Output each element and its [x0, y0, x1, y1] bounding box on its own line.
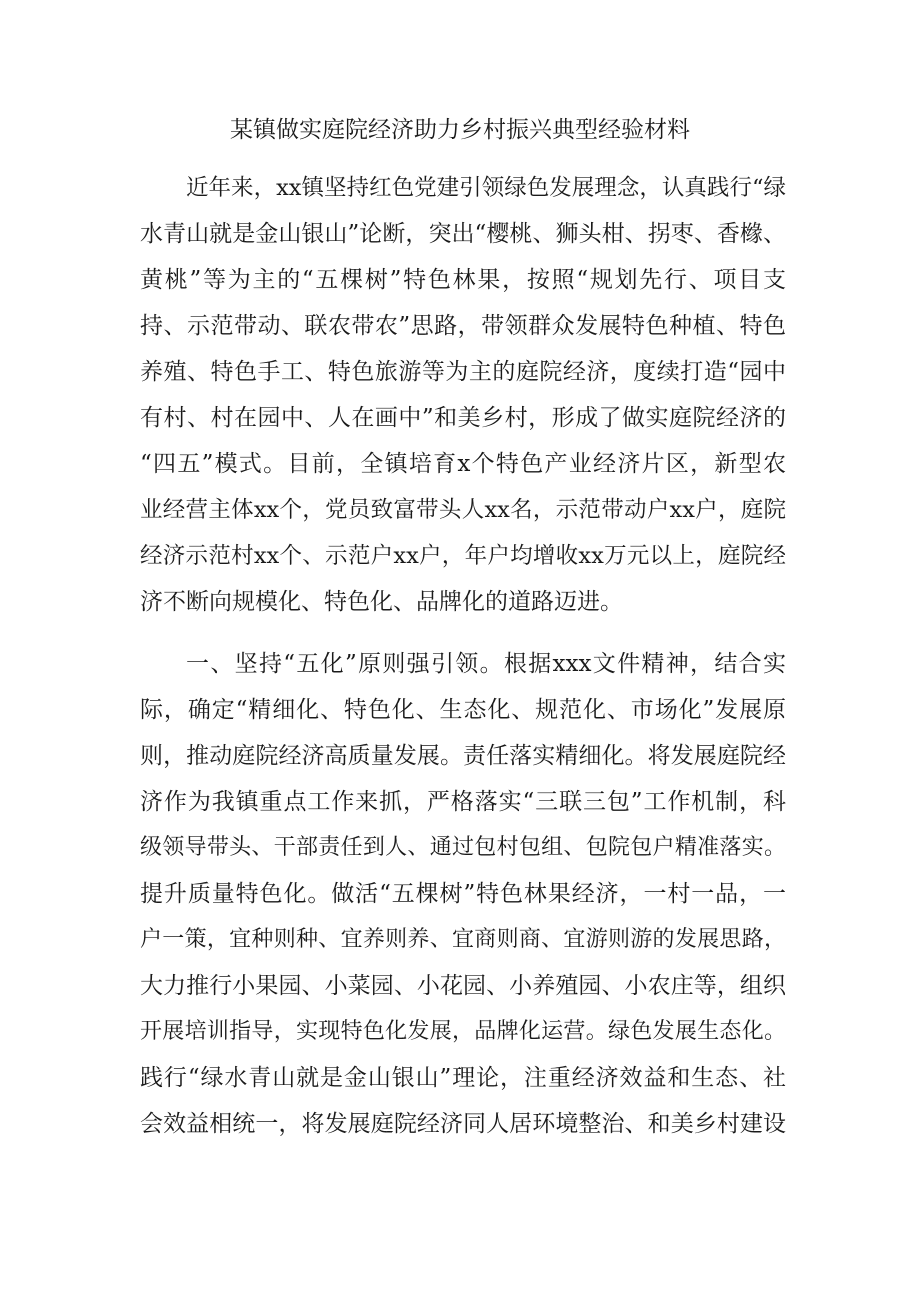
- paragraph-line: 开展培训指导，实现特色化发展，品牌化运营。绿色发展生态化。: [140, 1019, 786, 1044]
- paragraph-line: 提升质量特色化。做活“五棵树”特色林果经济，一村一品，一: [140, 881, 786, 907]
- paragraph-line: “四五”模式。目前，全镇培育x个特色产业经济片区，新型农: [140, 451, 786, 477]
- paragraph-line: 近年来，xx镇坚持红色党建引领绿色发展理念，认真践行“绿: [186, 175, 786, 201]
- document-title: 某镇做实庭院经济助力乡村振兴典型经验材料: [230, 117, 690, 143]
- paragraph-line: 际，确定“精细化、特色化、生态化、规范化、市场化”发展原: [140, 697, 786, 723]
- paragraph-line: 户一策，宜种则种、宜养则养、宜商则商、宜游则游的发展思路，: [140, 927, 786, 952]
- paragraph-line: 有村、村在园中、人在画中”和美乡村，形成了做实庭院经济的: [140, 405, 786, 431]
- paragraph-line: 持、示范带动、联农带农”思路，带领群众发展特色种植、特色: [140, 313, 786, 339]
- paragraph-line: 经济示范村xx个、示范户xx户，年户均增收xx万元以上，庭院经: [140, 543, 786, 569]
- paragraph-line: 济作为我镇重点工作来抓，严格落实“三联三包”工作机制，科: [140, 789, 786, 815]
- paragraph-line: 黄桃”等为主的“五棵树”特色林果，按照“规划先行、项目支: [140, 267, 786, 293]
- paragraph-line: 级领导带头、干部责任到人、通过包村包组、包院包户精准落实。: [140, 835, 786, 860]
- paragraph-line: 践行“绿水青山就是金山银山”理论，注重经济效益和生态、社: [140, 1065, 786, 1091]
- paragraph-line: 业经营主体xx个，党员致富带头人xx名，示范带动户xx户，庭院: [140, 497, 786, 523]
- paragraph-line: 则，推动庭院经济高质量发展。责任落实精细化。将发展庭院经: [140, 743, 786, 769]
- paragraph-line: 济不断向规模化、特色化、品牌化的道路迈进。: [140, 589, 623, 615]
- paragraph-line: 一、坚持“五化”原则强引领。根据xxx文件精神，结合实: [186, 651, 786, 677]
- paragraph-line: 大力推行小果园、小菜园、小花园、小养殖园、小农庄等，组织: [140, 973, 786, 999]
- paragraph-line: 水青山就是金山银山”论断，突出“樱桃、狮头柑、拐枣、香橼、: [140, 221, 786, 247]
- paragraph-line: 会效益相统一，将发展庭院经济同人居环境整治、和美乡村建设: [140, 1111, 786, 1137]
- paragraph-line: 养殖、特色手工、特色旅游等为主的庭院经济，度续打造“园中: [140, 359, 786, 385]
